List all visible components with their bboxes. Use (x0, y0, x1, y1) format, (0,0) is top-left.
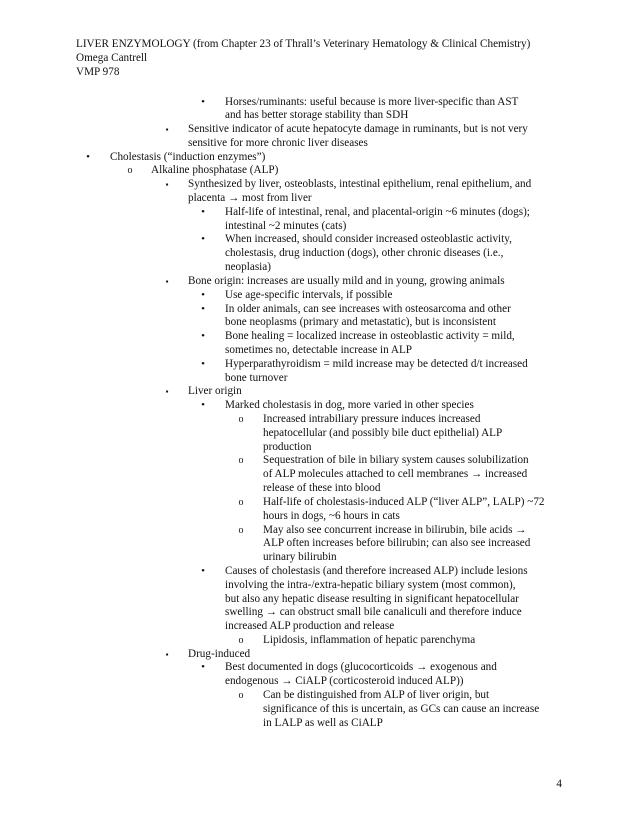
outline-line: of ALP molecules attached to cell membranes → increased (263, 468, 528, 480)
outline-line: bone neoplasms (primary and metastatic), but is inconsistent (225, 316, 496, 328)
outline-line: Best documented in dogs (glucocorticoids → exogenous and (225, 661, 497, 673)
outline-line: ALP often increases before bilirubin; can also see increased (263, 537, 531, 549)
outline-line: Sequestration of bile in biliary system causes solubilization (263, 454, 529, 466)
bullet-icon: • (201, 330, 205, 342)
outline-line: Sensitive indicator of acute hepatocyte damage in ruminants, but is not very (188, 123, 528, 135)
bullet-icon: • (201, 206, 205, 218)
outline-line: increased ALP production and release (225, 620, 395, 632)
outline-line: When increased, should consider increased osteoblastic activity, (225, 233, 512, 245)
outline-line: release of these into blood (263, 482, 381, 494)
outline-line: neoplasia) (225, 261, 271, 273)
outline-line: hepatocellular (and possibly bile duct epithelial) ALP (263, 427, 503, 439)
circle-bullet-icon: o (127, 165, 133, 176)
square-bullet-icon: ▪ (165, 387, 169, 396)
circle-bullet-icon: o (238, 455, 244, 466)
outline-line: Can be distinguished from ALP of liver origin, but (263, 689, 490, 701)
square-bullet-icon: ▪ (165, 125, 169, 134)
outline-line: involving the intra-/extra-hepatic biliary system (most common), (225, 579, 516, 591)
outline-line: Half-life of cholestasis-induced ALP (“liver ALP”, LALP) ~72 (263, 496, 545, 508)
outline-line: May also see concurrent increase in bilirubin, bile acids → (263, 524, 527, 536)
page-number: 4 (556, 778, 562, 790)
circle-bullet-icon: o (238, 690, 244, 701)
outline-line: Bone origin: increases are usually mild and in young, growing animals (188, 275, 505, 287)
bullet-icon: • (86, 151, 90, 163)
outline-line: Cholestasis (“induction enzymes”) (110, 151, 266, 163)
outline-line: swelling → can obstruct small bile canaliculi and therefore induce (225, 606, 522, 618)
outline-line: Half-life of intestinal, renal, and placental-origin ~6 minutes (dogs); (225, 206, 530, 218)
outline-line: Hyperparathyroidism = mild increase may be detected d/t increased (225, 358, 528, 370)
outline-line: Marked cholestasis in dog, more varied in other species (225, 399, 474, 411)
outline-line: Causes of cholestasis (and therefore increased ALP) include lesions (225, 565, 528, 577)
outline-line: Drug-induced (188, 648, 251, 660)
outline-line: Bone healing = localized increase in osteoblastic activity = mild, (225, 330, 515, 342)
outline-line: Alkaline phosphatase (ALP) (151, 164, 279, 176)
outline-line: production (263, 441, 312, 453)
circle-bullet-icon: o (238, 525, 244, 536)
outline-line: bone turnover (225, 372, 288, 384)
outline-line: in LALP as well as CiALP (263, 717, 383, 729)
bullet-icon: • (201, 399, 205, 411)
square-bullet-icon: ▪ (165, 277, 169, 286)
outline-line: Use age-specific intervals, if possible (225, 289, 393, 301)
bullet-icon: • (201, 96, 205, 108)
bullet-icon: • (201, 358, 205, 370)
bullet-icon: • (201, 661, 205, 673)
square-bullet-icon: ▪ (165, 180, 169, 189)
outline-line: Liver origin (188, 385, 242, 397)
course-code: VMP 978 (76, 66, 120, 78)
outline-line: placenta → most from liver (188, 192, 312, 204)
circle-bullet-icon: o (238, 497, 244, 508)
outline-line: and has better storage stability than SDH (225, 109, 409, 121)
outline-line: Increased intrabiliary pressure induces increased (263, 413, 481, 425)
outline-line: hours in dogs, ~6 hours in cats (263, 510, 400, 522)
document-title: LIVER ENZYMOLOGY (from Chapter 23 of Thrall’s Veterinary Hematology & Clinical Chemistry) (76, 38, 531, 50)
outline-line: but also any hepatic disease resulting in significant hepatocellular (225, 593, 519, 605)
square-bullet-icon: ▪ (165, 650, 169, 659)
outline-line: Synthesized by liver, osteoblasts, intestinal epithelium, renal epithelium, and (188, 178, 532, 190)
outline-line: Lipidosis, inflammation of hepatic parenchyma (263, 634, 476, 646)
bullet-icon: • (201, 303, 205, 315)
circle-bullet-icon: o (238, 414, 244, 425)
bullet-icon: • (201, 565, 205, 577)
outline-line: sometimes no, detectable increase in ALP (225, 344, 413, 356)
author-name: Omega Cantrell (76, 52, 148, 64)
outline-line: intestinal ~2 minutes (cats) (225, 220, 347, 232)
circle-bullet-icon: o (238, 635, 244, 646)
outline-line: In older animals, can see increases with osteosarcoma and other (225, 303, 511, 315)
outline-line: endogenous → CiALP (corticosteroid induced ALP)) (225, 675, 464, 687)
outline-line: cholestasis, drug induction (dogs), other chronic diseases (i.e., (225, 247, 504, 259)
bullet-icon: • (201, 233, 205, 245)
outline-line: sensitive for more chronic liver diseases (188, 137, 368, 149)
bullet-icon: • (201, 289, 205, 301)
outline-line: urinary bilirubin (263, 551, 337, 563)
outline-line: Horses/ruminants: useful because is more liver-specific than AST (225, 96, 519, 108)
outline-line: significance of this is uncertain, as GCs can cause an increase (263, 703, 540, 715)
